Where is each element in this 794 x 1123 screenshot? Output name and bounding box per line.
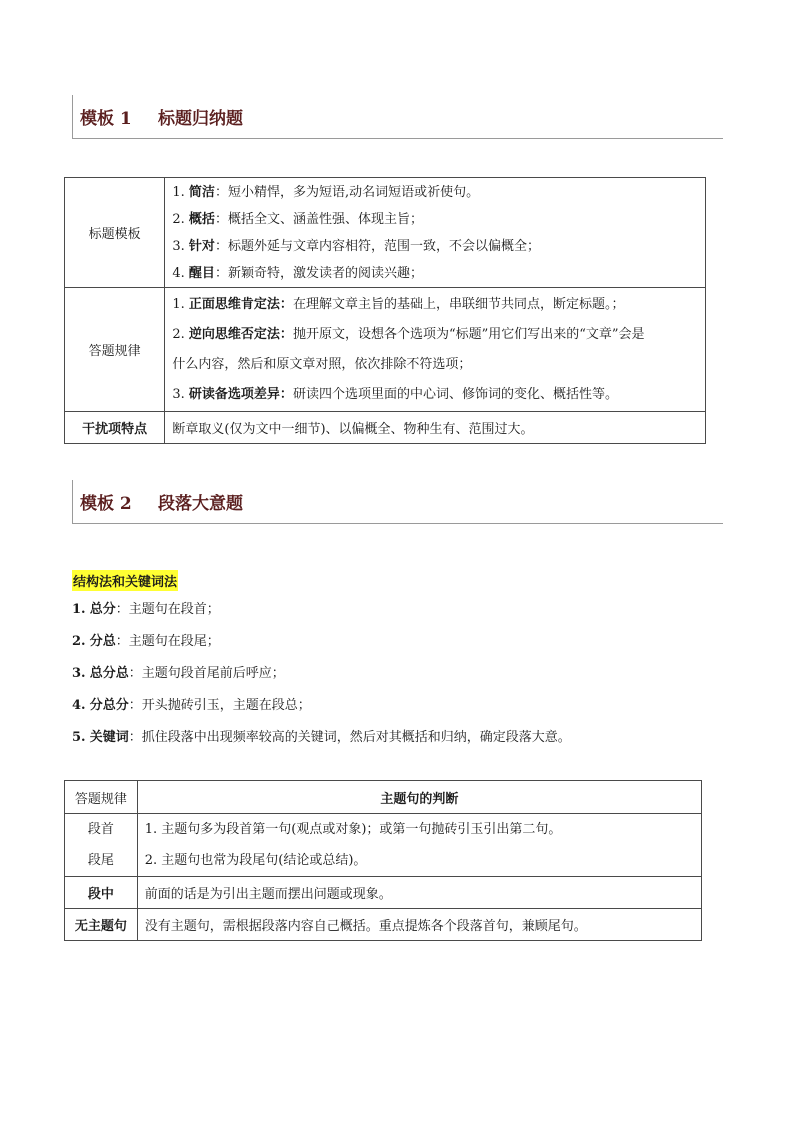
table-header-row	[65, 781, 702, 814]
table-row	[65, 288, 706, 412]
list-item: 4. 分总分：开头抛砖引玉，主题在段总；	[72, 698, 311, 713]
list-item: 3. 总分总：主题句段首尾前后呼应；	[72, 666, 285, 681]
row-label: 段中	[65, 877, 138, 909]
row-content: 没有主题句，需根据段落内容自己概括。重点提炼各个段落首句，兼顾尾句。	[137, 909, 701, 941]
row-content	[137, 814, 701, 877]
list-item: 2. 概括：概括全文、涵盖性强、体现主旨；	[172, 211, 423, 227]
section-title: 标题归纳题	[158, 109, 243, 129]
table-row	[65, 178, 706, 288]
list-item: 3. 研读备选项差异：研读四个选项里面的中心词、修饰词的变化、概括性等。	[172, 386, 618, 402]
list-item: 1. 正面思维肯定法：在理解文章主旨的基础上，串联细节共同点，断定标题。；	[172, 296, 625, 312]
highlight-label: 结构法和关键词法	[72, 570, 178, 591]
table-row	[65, 909, 702, 941]
list-item-continuation: 什么内容，然后和原文章对照，依次排除不符选项；	[172, 356, 472, 372]
row-content	[165, 288, 706, 412]
row-label: 答题规律	[65, 288, 165, 412]
column-header: 主题句的判断	[137, 781, 701, 814]
row-label-top: 段首	[87, 822, 114, 837]
row-content	[165, 178, 706, 288]
row-label: 无主题句	[65, 909, 138, 941]
row-label: 干扰项特点	[65, 412, 165, 444]
section-title: 段落大意题	[158, 494, 243, 514]
list-item: 1. 总分：主题句在段首；	[72, 602, 220, 617]
list-item: 2. 分总：主题句在段尾；	[72, 634, 220, 649]
title-template-table	[64, 177, 706, 444]
list-item: 5. 关键词：抓住段落中出现频率较高的关键词，然后对其概括和归纳，确定段落大意。	[72, 730, 571, 745]
row-label: 标题模板	[65, 178, 165, 288]
section-heading-1	[72, 95, 723, 139]
column-header: 答题规律	[65, 781, 138, 814]
row-content: 前面的话是为引出主题而摆出问题或现象。	[137, 877, 701, 909]
row-line: 1. 主题句多为段首第一句(观点或对象)；或第一句抛砖引玉引出第二句。	[144, 822, 562, 837]
table-row	[65, 814, 702, 877]
list-item: 3. 针对：标题外延与文章内容相符，范围一致，不会以偏概全；	[172, 238, 540, 254]
section-heading-2	[72, 480, 723, 524]
topic-sentence-table	[64, 780, 702, 941]
table-row	[65, 877, 702, 909]
row-line: 2. 主题句也常为段尾句(结论或总结)。	[144, 853, 367, 868]
section-number: 模板 1	[80, 109, 132, 129]
section-number: 模板 2	[80, 494, 132, 514]
method-list	[72, 600, 571, 760]
row-content: 断章取义(仅为文中一细节)、以偏概全、物种生有、范围过大。	[165, 412, 706, 444]
row-label	[65, 814, 138, 877]
row-label-bottom: 段尾	[87, 853, 114, 868]
table-row	[65, 412, 706, 444]
list-item: 1. 简洁：短小精悍，多为短语,动名词短语或祈使句。	[172, 184, 480, 200]
list-item: 4. 醒目：新颖奇特，激发读者的阅读兴趣；	[172, 265, 423, 281]
list-item: 2. 逆向思维否定法：抛开原文，设想各个选项为“标题”用它们写出来的“文章”会是	[172, 326, 645, 342]
